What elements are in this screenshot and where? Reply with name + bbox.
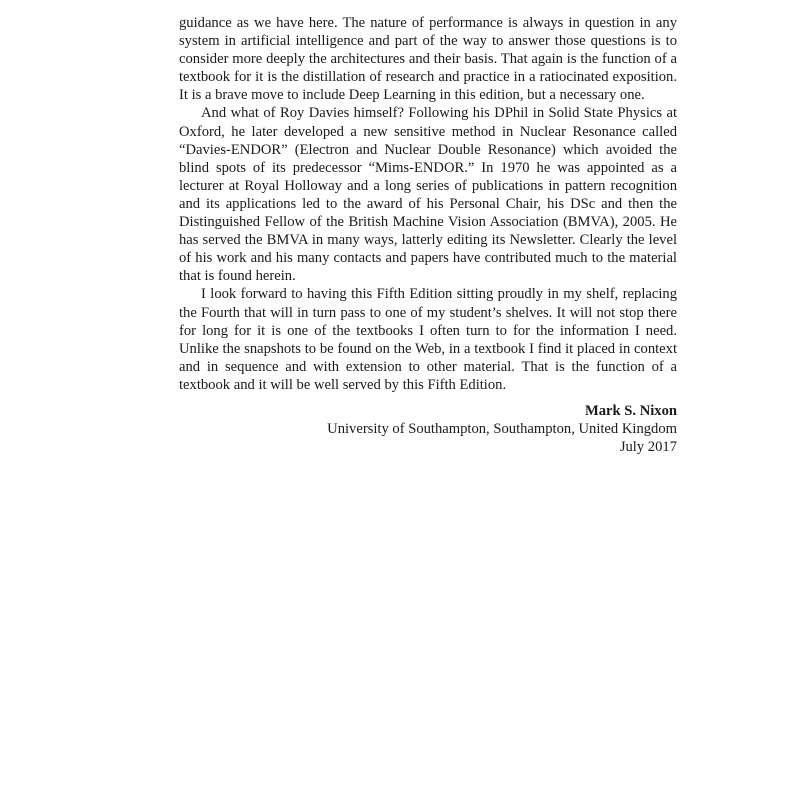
paragraph-3: I look forward to having this Fifth Edition sitting proudly in my shelf, replacing the Fourth that will in turn pass to one of my student’s shelves. It will not stop there for long for it is one of the textbooks I often turn to for the information I need. Unlike the snapshots to be found on the Web, in a textbook I find it placed in context and in sequence and with extension to other material. That is the function of a textbook and it will be well served by this Fifth Edition.: [179, 286, 677, 393]
signature-block: [179, 402, 677, 456]
paragraph-1: guidance as we have here. The nature of performance is always in question in any system in artificial intelligence and part of the way to answer those questions is to consider more deeply the architectures and their basis. That again is the function of a textbook for it is the distillation of research and practice in a ratiocinated exposition. It is a brave move to include Deep Learning in this edition, but a necessary one.: [179, 15, 677, 104]
paragraph-2: And what of Roy Davies himself? Following his DPhil in Solid State Physics at Oxford, he later developed a new sensitive method in Nuclear Resonance called “Davies-ENDOR” (Electron and Nuclear Double Resonance) which avoided the blind spots of its predecessor “Mims-ENDOR.” In 1970 he was appointed as a lecturer at Royal Holloway and a long series of publications in pattern recognition and its applications led to the award of his Personal Chair, his DSc and then the Distinguished Fellow of the British Machine Vision Association (BMVA), 2005. He has served the BMVA in many ways, latterly editing its Newsletter. Clearly the level of his work and his many contacts and papers have contributed much to the material that is found herein.: [179, 105, 677, 285]
signature-date: July 2017: [619, 439, 677, 456]
author-name: Mark S. Nixon: [584, 402, 677, 419]
author-affiliation: University of Southampton, Southampton, United Kingdom: [327, 421, 677, 438]
foreword-text: [179, 14, 677, 456]
